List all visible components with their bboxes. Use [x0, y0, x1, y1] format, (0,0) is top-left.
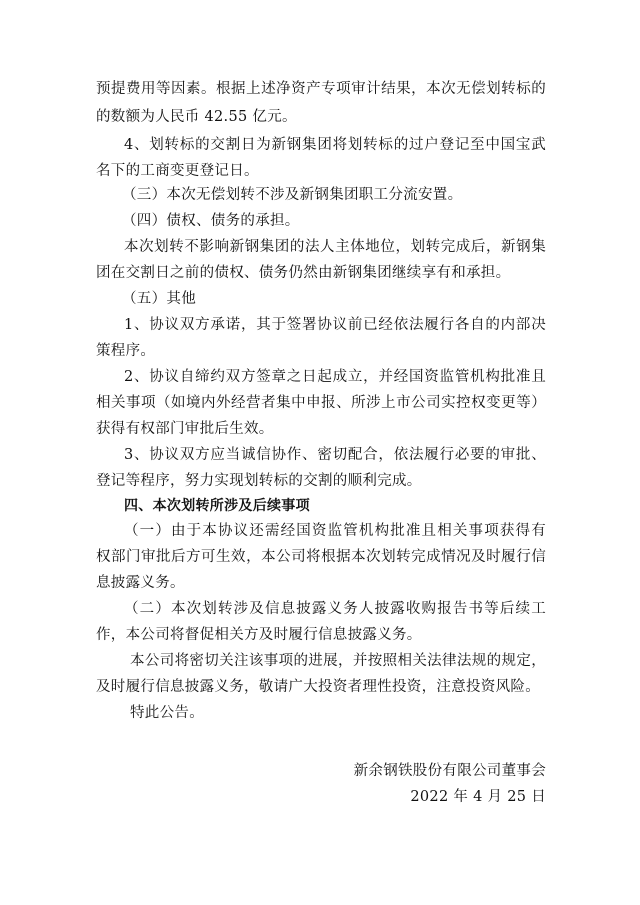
- body-line-3: 4、划转标的交割日为新钢集团将划转标的过户登记至中国宝武: [124, 137, 546, 153]
- body-line-7: 本次划转不影响新钢集团的法人主体地位，划转完成后，新钢集: [124, 239, 546, 255]
- body-line-11: 策程序。: [96, 343, 156, 359]
- body-line-13: 相关事项（如境内外经营者集中申报、所涉上市公司实控权变更等）: [96, 395, 546, 411]
- body-line-21: （二）本次划转涉及信息披露义务人披露收购报告书等后续工: [124, 601, 546, 617]
- body-line-4: 名下的工商变更登记日。: [96, 163, 259, 179]
- section-four-heading: （四）债权、债务的承担。: [122, 213, 300, 229]
- closing-statement: 特此公告。: [130, 705, 204, 721]
- body-line-20: 息披露义务。: [96, 575, 185, 591]
- body-line-8: 团在交割日之前的债权、债务仍然由新钢集团继续享有和承担。: [96, 265, 511, 281]
- body-line-14: 获得有权部门审批后生效。: [96, 421, 274, 437]
- signature-company: 新余钢铁股份有限公司董事会: [353, 763, 546, 779]
- body-line-24: 及时履行信息披露义务，敬请广大投资者理性投资，注意投资风险。: [96, 679, 540, 695]
- body-line-1: 预提费用等因素。根据上述净资产专项审计结果，本次无偿划转标的: [96, 81, 546, 97]
- section-three-heading: （三）本次无偿划转不涉及新钢集团职工分流安置。: [122, 187, 463, 203]
- body-line-22: 作，本公司将督促相关方及时履行信息披露义务。: [96, 627, 422, 643]
- body-line-10: 1、协议双方承诺，其于签署协议前已经依法履行各自的内部决: [124, 317, 546, 333]
- body-line-19: 权部门审批后方可生效，本公司将根据本次划转完成情况及时履行信: [96, 549, 546, 565]
- section-five-heading: （五）其他: [122, 291, 196, 307]
- signature-date: 2022 年 4 月 25 日: [410, 789, 546, 805]
- body-line-2: 的数额为人民币 42.55 亿元。: [96, 109, 297, 125]
- body-line-18: （一）由于本协议还需经国资监管机构批准且相关事项获得有: [124, 523, 546, 539]
- body-line-15: 3、协议双方应当诚信协作、密切配合，依法履行必要的审批、: [124, 447, 546, 463]
- section-four-title: 四、本次划转所涉及后续事项: [124, 498, 310, 514]
- body-line-12: 2、协议自缔约双方签章之日起成立，并经国资监管机构批准且: [124, 369, 546, 385]
- body-line-23: 本公司将密切关注该事项的进展，并按照相关法律法规的规定，: [130, 653, 546, 669]
- body-line-16: 登记等程序，努力实现划转标的交割的顺利完成。: [96, 473, 422, 489]
